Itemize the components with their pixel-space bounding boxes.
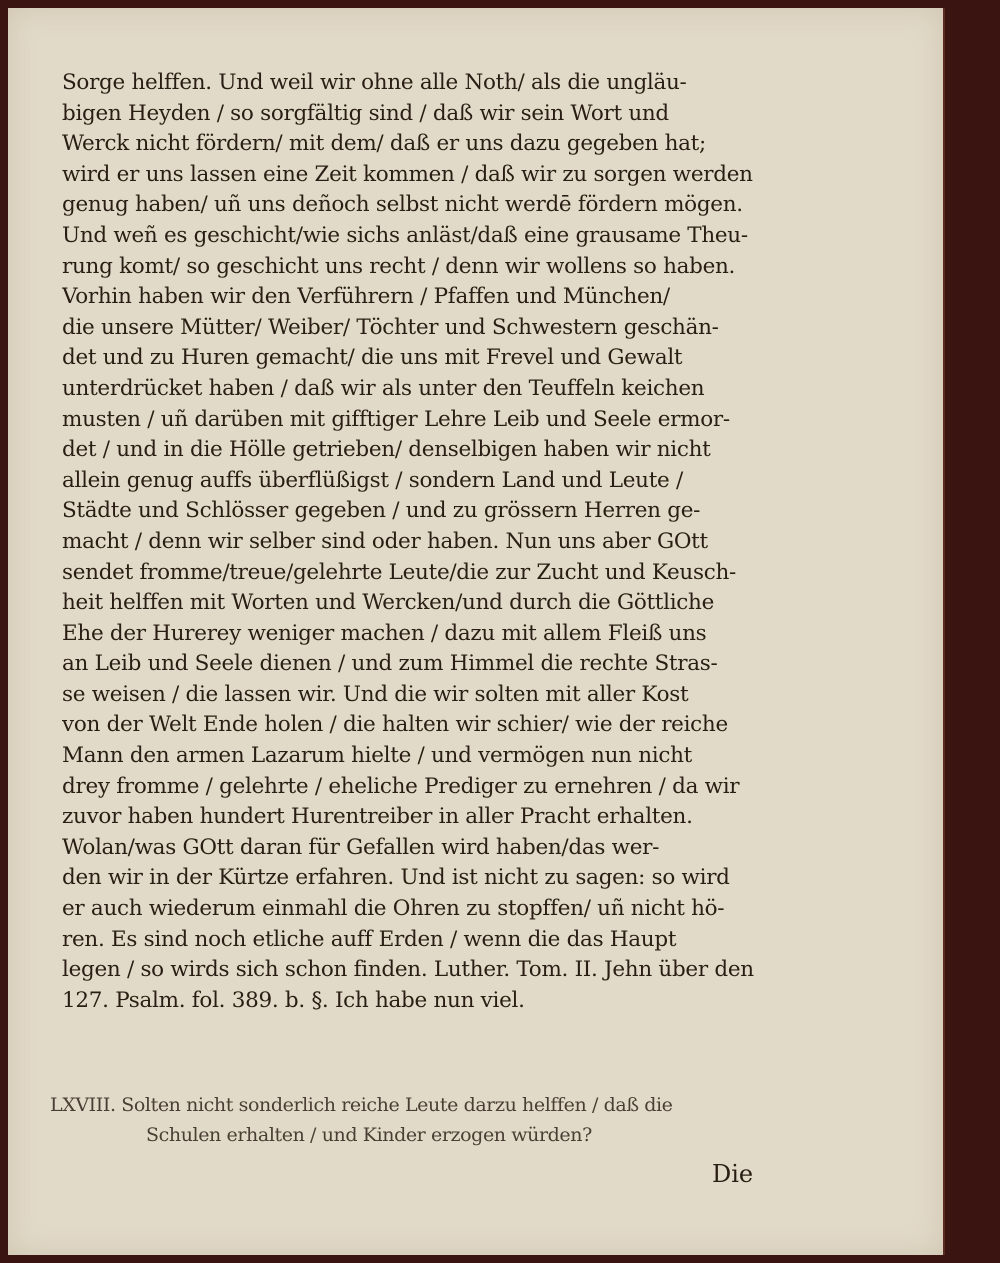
text-line: allein genug auffs überflüßigst / sondern Land und Leute /	[62, 467, 683, 493]
text-line: er auch wiederum einmahl die Ohren zu stopffen/ uñ nicht hö-	[62, 896, 725, 922]
text-line: unterdrücket haben / daß wir als unter den Teuffeln keichen	[62, 375, 705, 401]
text-line: bigen Heyden / so sorgfältig sind / daß wir sein Wort und	[62, 100, 669, 126]
text-line: Sorge helffen. Und weil wir ohne alle Noth/ als die ungläu-	[62, 70, 687, 95]
text-line: det und zu Huren gemacht/ die uns mit Frevel und Gewalt	[62, 345, 683, 371]
text-line: macht / denn wir selber sind oder haben. Nun uns aber GOtt	[62, 528, 708, 554]
text-line: sendet fromme/treue/gelehrte Leute/die zur Zucht und Keusch-	[62, 559, 736, 585]
text-line: genug haben/ uñ uns deñoch selbst nicht werdē fördern mögen.	[62, 192, 743, 218]
page-edge	[943, 8, 945, 1255]
text-line: legen / so wirds sich schon finden. Luther. Tom. II. Jehn über den	[62, 957, 754, 983]
text-line: drey fromme / gelehrte / eheliche Prediger zu ernehren / da wir	[62, 773, 740, 799]
text-line: Ehe der Hurerey weniger machen / dazu mit allem Fleiß uns	[62, 620, 707, 646]
text-line: wird er uns lassen eine Zeit kommen / daß wir zu sorgen werden	[62, 161, 753, 187]
text-line: an Leib und Seele dienen / und zum Himmel die rechte Stras-	[62, 651, 718, 677]
text-line: musten / uñ darüben mit gifftiger Lehre Leib und Seele ermor-	[62, 406, 730, 432]
text-line: die unsere Mütter/ Weiber/ Töchter und Schwestern geschän-	[62, 314, 719, 340]
text-line: se weisen / die lassen wir. Und die wir solten mit aller Kost	[62, 681, 689, 707]
text-line: Vorhin haben wir den Verführern / Pfaffen und München/	[62, 284, 670, 310]
text-line: Werck nicht fördern/ mit dem/ daß er uns dazu gegeben hat;	[62, 131, 706, 157]
text-line: Und weñ es geschicht/wie sichs anläst/daß eine grausame Theu-	[62, 222, 748, 248]
body-text	[62, 68, 782, 1016]
question-line: Schulen erhalten / und Kinder erzogen würden?	[146, 1124, 592, 1146]
question-line: LXVIII. Solten nicht sonderlich reiche Leute darzu helffen / daß die	[50, 1094, 673, 1116]
text-line: 127. Psalm. fol. 389. b. §. Ich habe nun viel.	[62, 987, 525, 1013]
text-line: det / und in die Hölle getrieben/ denselbigen haben wir nicht	[62, 437, 711, 463]
text-line: heit helffen mit Worten und Wercken/und durch die Göttliche	[62, 590, 715, 616]
catchword: Die	[712, 1160, 754, 1188]
question-heading	[50, 1090, 770, 1150]
text-line: ren. Es sind noch etliche auff Erden / wenn die das Haupt	[62, 926, 677, 952]
text-line: zuvor haben hundert Hurentreiber in aller Pracht erhalten.	[62, 804, 693, 830]
text-line: rung komt/ so geschicht uns recht / denn wir wollens so haben.	[62, 253, 736, 279]
text-line: Mann den armen Lazarum hielte / und vermögen nun nicht	[62, 743, 692, 769]
text-line: von der Welt Ende holen / die halten wir schier/ wie der reiche	[62, 712, 728, 738]
text-line: Wolan/was GOtt daran für Gefallen wird haben/das wer-	[62, 834, 660, 860]
text-line: den wir in der Kürtze erfahren. Und ist nicht zu sagen: so wird	[62, 865, 730, 891]
text-line: Städte und Schlösser gegeben / und zu grössern Herren ge-	[62, 498, 701, 524]
